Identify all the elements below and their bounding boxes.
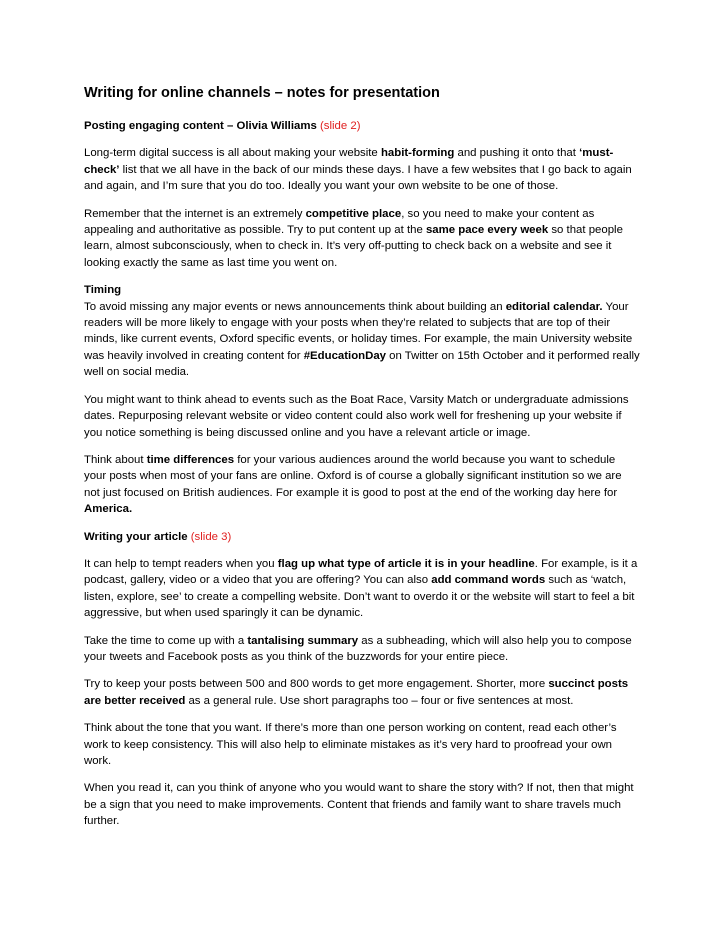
slide-reference: (slide 2) [319, 120, 361, 132]
bold-text: habit-forming [380, 147, 455, 160]
bold-text: succinct posts are better received [84, 678, 629, 707]
text: Remember that the internet is an extremely [84, 207, 306, 220]
section-heading-text: Posting engaging content – Olivia Williams [84, 120, 317, 132]
bold-text: #EducationDay [303, 349, 387, 362]
slide-reference: (slide 3) [190, 530, 232, 543]
paragraph-competitive-place [84, 206, 640, 272]
bold-text: add command words [431, 574, 546, 587]
paragraph-events [84, 392, 640, 441]
bold-text: America. [84, 503, 133, 516]
bold-text: editorial calendar. [505, 300, 603, 313]
paragraph-timing [84, 282, 640, 380]
paragraph-tone [84, 720, 640, 769]
document-title: Writing for online channels – notes for presentation [84, 85, 440, 101]
text: list that we all have in the back of our minds these days. I have a few websites that I go back to again and again, and I’m sure that you do too. Ideally you want your own website to be one of those. [84, 163, 632, 193]
section-heading-timing: Timing [84, 284, 122, 297]
text: Think about the tone that you want. If there’s more than one person working on content, read each other’s work to keep consistency. This will also help to eliminate mistakes as it’s very hard to proofread your own work. [84, 722, 617, 767]
text: Your readers will be more likely to engage with your posts when they’re related to subjects that are top of their minds, like current events, Oxford specific events, or holiday times. For example, the main University website was heavily involved in creating content for [84, 300, 633, 362]
text: Take the time to come up with a [84, 634, 248, 647]
bold-text: ‘must-check’ [84, 147, 614, 176]
bold-text: flag up what type of article it is in your headline [277, 557, 535, 570]
text: so that people learn, almost subconsciously, when to check in. It’s very off-putting to check back on a website and see it looking exactly the same as last time you went on. [84, 224, 623, 269]
text: and pushing it onto that [454, 147, 580, 160]
paragraph-time-differences [84, 452, 640, 518]
text: such as ‘watch, listen, explore, see’ to create a compelling website. Don’t want to overdo it or the website will start to feel a bit aggressive, but when used sparingly it can be dynamic. [84, 574, 635, 620]
paragraph-habit-forming [84, 145, 640, 194]
text: . For example, is it a podcast, gallery, video or a video that you are offering? You can also [84, 557, 638, 587]
text: as a general rule. Use short paragraphs too – four or five sentences at most. [185, 694, 574, 707]
text: When you read it, can you think of anyone who you would want to share the story with? If not, then that might be a sign that you need to make improvements. Content that friends and family want to share travels much further. [84, 782, 634, 828]
paragraph-headline [84, 556, 640, 622]
section-heading-writing-article [84, 529, 640, 545]
bold-text: time differences [146, 453, 235, 466]
text: as a subheading, which will also help you to compose your tweets and Facebook posts as you think of the buzzwords for your entire piece. [84, 634, 632, 663]
bold-text: same pace every week [425, 224, 549, 237]
paragraph-summary [84, 633, 640, 666]
section-heading-engaging-content [84, 118, 640, 134]
paragraph-sharing [84, 780, 640, 829]
text: for your various audiences around the world because you want to schedule your posts when most of your fans are online. Oxford is of course a globally significant institution so we are not just focused on British audiences. For example it is good to post at the end of the working day here for [84, 453, 622, 499]
bold-text: competitive place [305, 207, 402, 220]
text: It can help to tempt readers when you [84, 557, 278, 570]
section-heading-text: Writing your article [84, 530, 188, 543]
text: Long-term digital success is all about making your website [84, 147, 381, 160]
text: Think about [84, 453, 147, 466]
bold-text: tantalising summary [247, 634, 359, 647]
document-page [84, 84, 640, 841]
text: , so you need to make your content as appealing and authoritative as possible. Try to put content up at the [84, 207, 595, 237]
text: You might want to think ahead to events such as the Boat Race, Varsity Match or undergraduate admissions dates. Repurposing relevant website or video content could also work well for freshening up your website if you notice something is being discussed online and you have a relevant article or image. [84, 393, 629, 439]
text: Try to keep your posts between 500 and 800 words to get more engagement. Shorter, more [84, 678, 549, 691]
paragraph-post-length [84, 676, 640, 709]
text: To avoid missing any major events or news announcements think about building an [84, 300, 506, 313]
text: on Twitter on 15th October and it performed really well on social media. [84, 349, 640, 379]
